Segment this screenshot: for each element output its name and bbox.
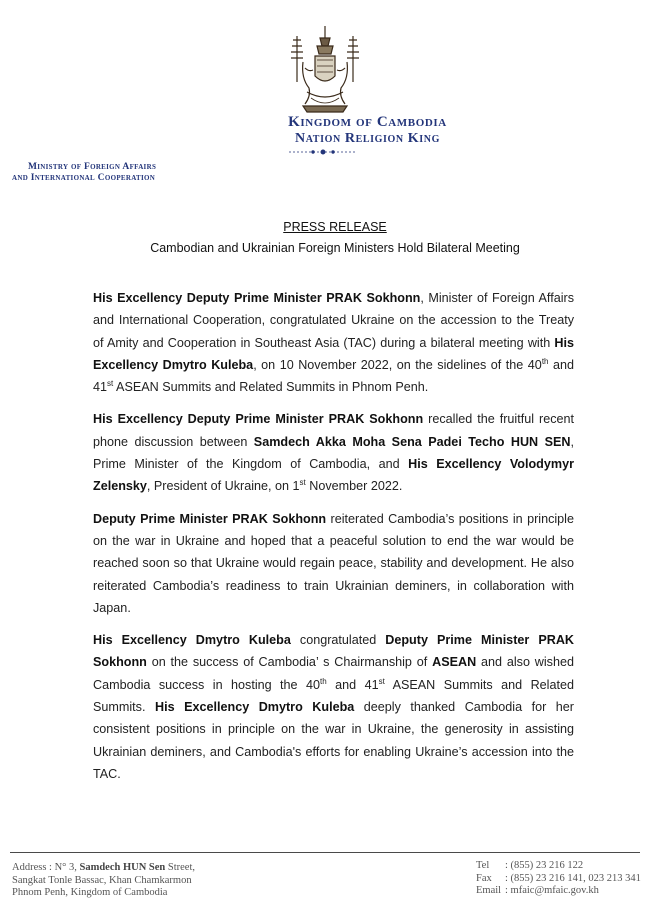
p4-text-4: and 41 <box>326 677 379 692</box>
p2-name-prak: His Excellency Deputy Prime Minister PRAK Sokhonn <box>93 412 424 427</box>
contact-email <box>476 885 641 898</box>
contact-tel <box>476 860 641 873</box>
p2-name-zelensky: His Excellency Volodymyr Zelensky <box>93 457 574 494</box>
tel-label: Tel <box>476 860 490 871</box>
email-value[interactable]: : mfaic@mfaic.gov.kh <box>505 885 599 896</box>
p2-text-3: , President of Ukraine, on 1 <box>146 479 300 494</box>
p4-sup-1: th <box>320 676 327 686</box>
p4-sup-2: st <box>378 676 385 686</box>
contact-fax <box>476 873 641 886</box>
email-label: Email <box>476 885 502 896</box>
p2-text-1: recalled the fruitful recent phone discussion between <box>93 412 575 449</box>
p2-name-hun-sen: Samdech Akka Moha Sena Padei Techo HUN SEN <box>253 434 571 449</box>
p1-name-kuleba: His Excellency Dmytro Kuleba <box>93 335 574 372</box>
press-release-headline: Cambodian and Ukrainian Foreign Ministers Hold Bilateral Meeting <box>150 241 520 255</box>
p4-text-1: congratulated <box>290 633 386 648</box>
p1-text-4: ASEAN Summits and Related Summits in Phnom Penh. <box>113 380 429 395</box>
paragraph-1 <box>93 287 574 398</box>
press-release-body <box>93 287 574 795</box>
p4-name-prak: Deputy Prime Minister PRAK Sokhonn <box>93 633 575 670</box>
fax-label: Fax <box>476 872 492 884</box>
p2-text-2: , Prime Minister of the Kingdom of Cambodia, and <box>93 434 574 472</box>
p1-name-prak: His Excellency Deputy Prime Minister PRAK Sokhonn <box>93 291 421 305</box>
address-line-1 <box>12 862 195 875</box>
p2-sup-1: st <box>299 478 306 488</box>
footer-address <box>12 862 195 900</box>
ministry-line-2: and International Cooperation <box>12 173 156 183</box>
p4-asean: ASEAN <box>432 655 477 670</box>
p4-text-5: ASEAN Summits and Related Summits. <box>93 677 574 715</box>
ministry-line-1: Ministry of Foreign Affairs <box>28 162 157 172</box>
kingdom-title: Kingdom of Cambodia <box>288 114 447 130</box>
ministry-name <box>12 162 156 184</box>
footer-divider <box>10 852 640 853</box>
p1-sup-2: st <box>107 379 114 388</box>
p2-text-4: November 2022. <box>305 479 403 494</box>
paragraph-4 <box>93 629 574 785</box>
p4-text-3: and also wished Cambodia success in hosting the 40 <box>93 655 574 692</box>
address-suffix: Street, <box>165 862 196 873</box>
press-release-label: PRESS RELEASE <box>283 220 387 234</box>
p3-name-prak: Deputy Prime Minister PRAK Sokhonn <box>93 511 327 526</box>
p4-text-2: on the success of Cambodia’ s Chairmanship of <box>146 655 433 670</box>
paragraph-3 <box>93 508 574 619</box>
divider-ornament-icon <box>283 148 363 156</box>
p1-sup-1: th <box>541 356 549 366</box>
p1-text-3: and 41 <box>93 357 574 395</box>
p4-name-kuleba-2: His Excellency Dmytro Kuleba <box>154 700 355 715</box>
footer-contact <box>476 860 641 898</box>
national-motto: Nation Religion King <box>295 131 440 146</box>
address-street-name: Samdech HUN Sen <box>79 862 166 873</box>
paragraph-2 <box>93 408 574 497</box>
p1-text-2: , on 10 November 2022, on the sidelines of the 40 <box>253 357 542 372</box>
address-line-2: Sangkat Tonle Bassac, Khan Chamkarmon <box>12 874 192 886</box>
p4-name-kuleba: His Excellency Dmytro Kuleba <box>93 633 291 648</box>
p4-text-6: deeply thanked Cambodia for her consistent positions in principle on the war in Ukraine, the generosity in assisting Ukrainian deminers, and Cambodia's efforts for enabling Ukraine’s accession into the TAC. <box>93 700 574 781</box>
address-line-3: Phnom Penh, Kingdom of Cambodia <box>12 887 168 898</box>
tel-value: : (855) 23 216 122 <box>505 860 584 871</box>
royal-coat-of-arms-icon <box>287 22 363 118</box>
p3-text-1: reiterated Cambodia’s positions in principle on the war in Ukraine and hoped that a peaceful solution to end the war would be reached soon so that Ukraine would regain peace, stability and development. He also reiterated Cambodia’s readiness to train Ukrainian deminers, in collaboration with Japan. <box>93 511 574 615</box>
address-prefix: Address : N° 3, <box>12 862 80 873</box>
fax-value: : (855) 23 216 141, 023 213 341 <box>505 872 641 884</box>
p1-text-1: , Minister of Foreign Affairs and International Cooperation, congratulated Ukraine on the accession to the Treaty of Amity and Cooperation in Southeast Asia (TAC) during a bilateral meeting with <box>93 291 574 350</box>
